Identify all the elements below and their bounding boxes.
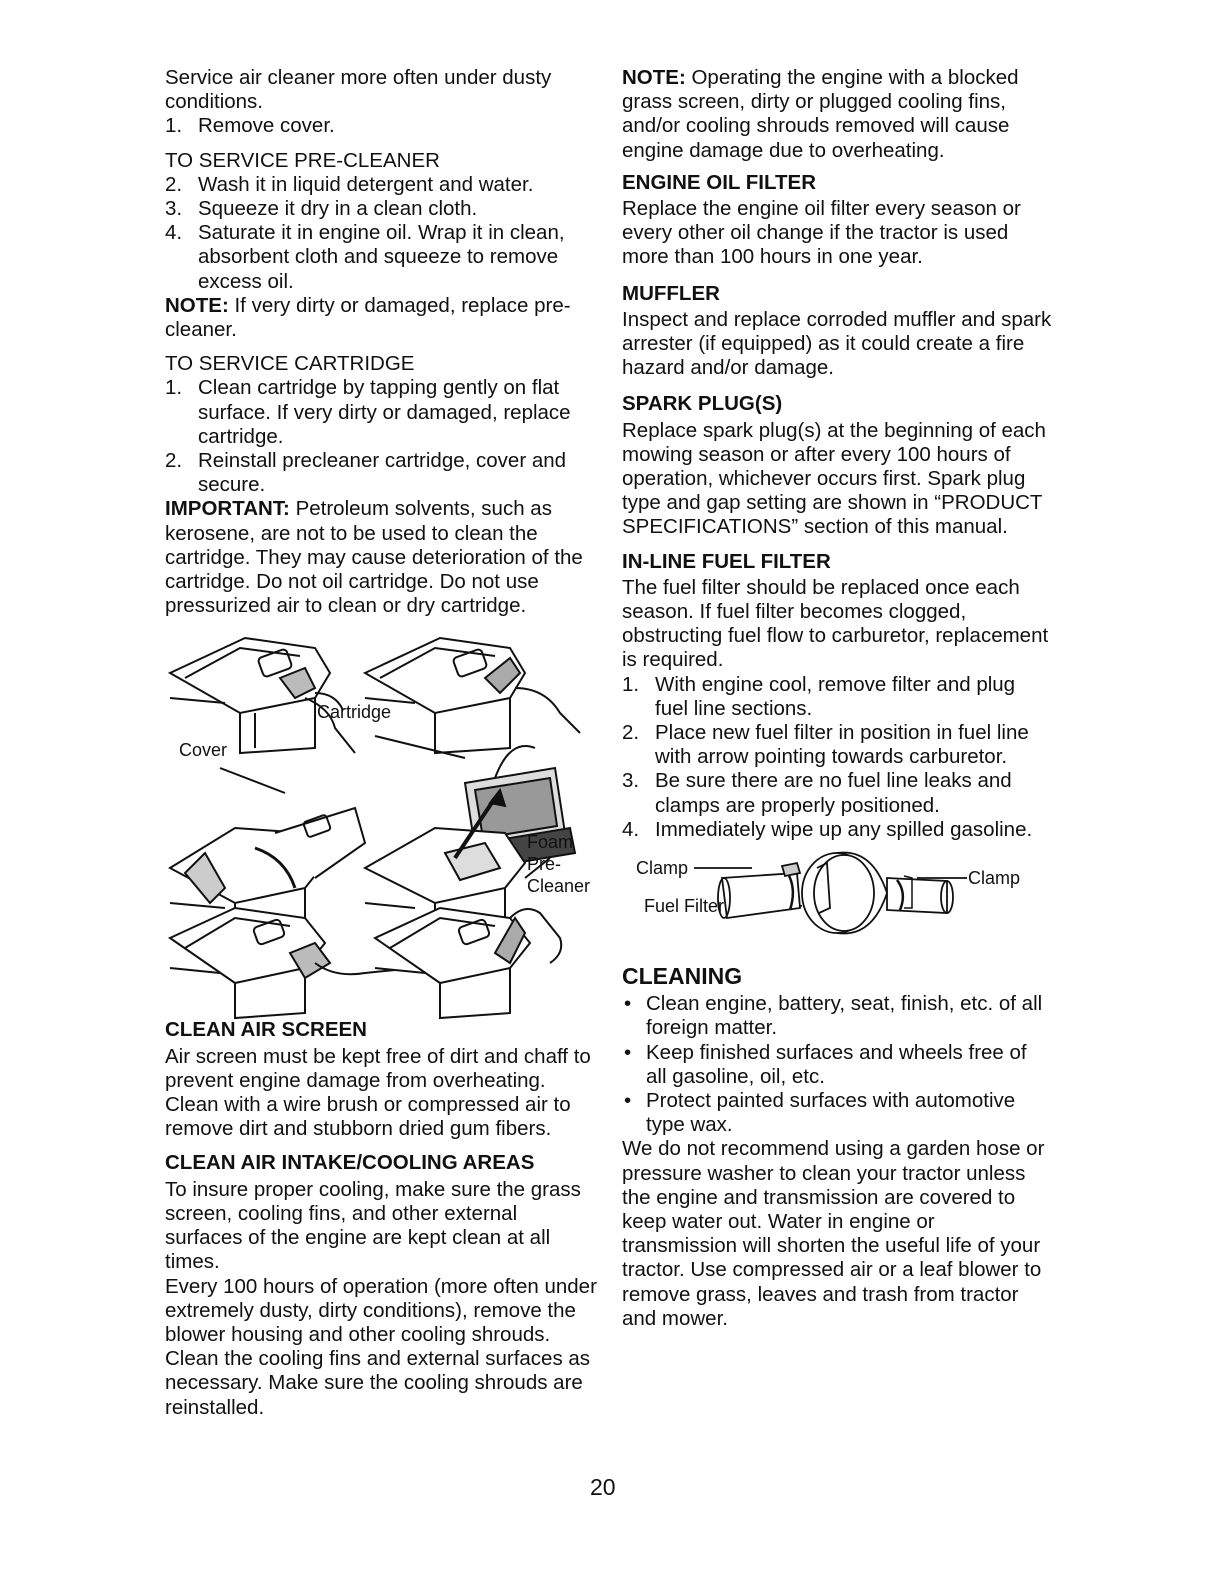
important-label: IMPORTANT:: [165, 497, 290, 521]
oil-filter-heading: ENGINE OIL FILTER: [622, 170, 816, 194]
fuel-filter-heading: IN-LINE FUEL FILTER: [622, 549, 831, 573]
fuel-filter-figure: [622, 848, 1052, 958]
clamp-left-label: Clamp: [636, 858, 689, 879]
note-paragraph: NOTE: If very dirty or damaged, replace pre-cleaner.: [165, 293, 571, 342]
list-item: 4. Immediately wipe up any spilled gasoline.: [622, 817, 1033, 841]
pre-label: Pre-: [527, 854, 562, 875]
cleaner-label: Cleaner: [527, 876, 591, 897]
intro-text: Service air cleaner more often under dusty conditions.: [165, 66, 552, 114]
air-screen-heading: CLEAN AIR SCREEN: [165, 1018, 367, 1042]
cartridge-label: Cartridge: [317, 702, 392, 723]
left-column: [165, 66, 597, 1420]
intake-heading: CLEAN AIR INTAKE/COOLING AREAS: [165, 1151, 535, 1175]
cartridge-heading: TO SERVICE CARTRIDGE: [165, 352, 415, 376]
air-cleaner-illustration: [165, 618, 597, 1038]
list-item: 1. With engine cool, remove filter and plug fuel line sections.: [622, 672, 1016, 720]
clamp-right-label: Clamp: [968, 868, 1021, 889]
cleaning-text: We do not recommend using a garden hose or pressure washer to clean your tractor unless the engine and transmission are covered to keep water out. Water in engine or transmission will shorten the useful life of your tractor. Use compressed air or a leaf blower to remove grass, leaves and trash from tractor and mower.: [622, 1137, 1045, 1330]
list-item: 2. Reinstall precleaner cartridge, cover and secure.: [165, 449, 567, 497]
oil-filter-text: Replace the engine oil filter every season or every other oil change if the tractor is used more than 100 hours in one year.: [622, 197, 1021, 269]
list-item: • Protect painted surfaces with automotive type wax.: [624, 1088, 1016, 1137]
fuel-filter-label: Fuel Filter: [644, 896, 725, 917]
cleaning-heading: CLEANING: [622, 963, 743, 990]
air-cleaner-figure: [165, 618, 597, 1038]
list-item: 2. Wash it in liquid detergent and water.: [165, 172, 534, 196]
list-item: 4. Saturate it in engine oil. Wrap it in clean, absorbent cloth and squeeze to remove excess oil.: [165, 221, 565, 293]
foam-label: Foam: [527, 832, 574, 853]
spark-plug-heading: SPARK PLUG(S): [622, 392, 783, 416]
note-label: NOTE:: [165, 293, 229, 317]
right-column: [622, 66, 1052, 1331]
cover-label: Cover: [179, 740, 228, 761]
air-screen-text: Air screen must be kept free of dirt and chaff to prevent engine damage from overheating. Clean with a wire brush or compressed air to remove dirt and stubborn dried gum fibers.: [165, 1044, 591, 1141]
pre-cleaner-heading: TO SERVICE PRE-CLEANER: [165, 148, 440, 172]
list-item: 3. Be sure there are no fuel line leaks and clamps are properly positioned.: [622, 769, 1012, 817]
page-number: 20: [590, 1474, 616, 1500]
note-paragraph: NOTE: Operating the engine with a blocked grass screen, dirty or plugged cooling fins, and/or cooling shrouds removed will cause engine damage due to overheating.: [622, 66, 1019, 162]
list-item: • Clean engine, battery, seat, finish, etc. of all foreign matter.: [624, 992, 1043, 1040]
note-label: NOTE:: [622, 66, 686, 89]
list-item: • Keep finished surfaces and wheels free of all gasoline, oil, etc.: [624, 1040, 1027, 1088]
intake-text-2: Every 100 hours of operation (more often under extremely dusty, dirty conditions), remove the blower housing and other cooling shrouds. Clean the cooling fins and external surfaces as necessary. Make sure the cooling shrouds are reinstalled.: [165, 1274, 597, 1419]
list-item: 1. Clean cartridge by tapping gently on flat surface. If very dirty or damaged, replace cartridge.: [165, 376, 571, 448]
muffler-text: Inspect and replace corroded muffler and spark arrester (if equipped) as it could create a fire hazard and/or damage.: [622, 307, 1052, 380]
important-paragraph: IMPORTANT: Petroleum solvents, such as kerosene, are not to be used to clean the cartridge. They may cause deterioration of the cartridge. Do not oil cartridge. Do not use pressurized air to clean or dry cartridge.: [165, 497, 583, 618]
spark-plug-text: Replace spark plug(s) at the beginning of each mowing season or after every 100 hours of operation, whichever occurs first. Spark plug type and gap setting are shown in “PRODUCT SPECIFICATIONS” section of this manual.: [622, 418, 1046, 539]
fuel-filter-text: The fuel filter should be replaced once each season. If fuel filter becomes clogged, obstructing fuel flow to carburetor, replacement is required.: [622, 575, 1049, 672]
list-item: 3. Squeeze it dry in a clean cloth.: [165, 197, 478, 221]
list-item: 1. Remove cover.: [165, 114, 335, 138]
intake-text: To insure proper cooling, make sure the grass screen, cooling fins, and other external surfaces of the engine are kept clean at all times.: [165, 1177, 581, 1274]
muffler-heading: MUFFLER: [622, 281, 720, 305]
list-item: 2. Place new fuel filter in position in fuel line with arrow pointing towards carburetor.: [622, 721, 1029, 769]
